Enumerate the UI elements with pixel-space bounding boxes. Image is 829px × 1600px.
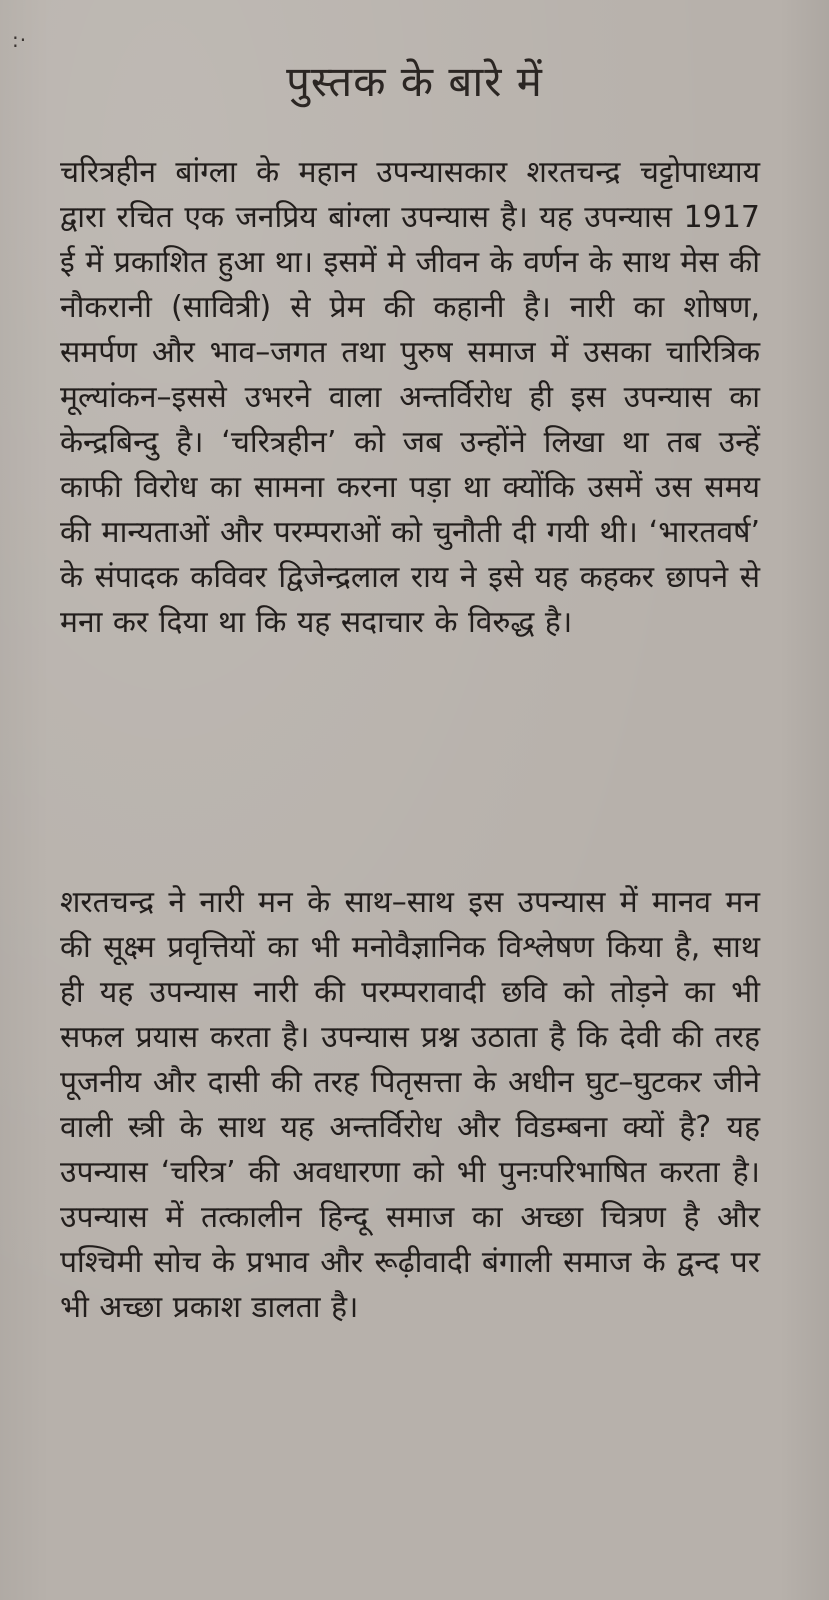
paragraph-intro: चरित्रहीन बांग्ला के महान उपन्यासकार शरतचन्द्र चट्टोपाध्याय द्वारा रचित एक जनप्रिय बांग्ला उपन्यास है। यह उपन्यास 1917 ई में प्रकाशित हुआ था। इसमें मे जीवन के वर्णन के साथ मेस की नौकरानी (सावित्री) से प्रेम की कहानी है। नारी का शोषण, समर्पण और भाव–जगत तथा पुरुष समाज में उसका चारित्रिक मूल्यांकन–इससे उभरने वाला अन्तर्विरोध ही इस उपन्यास का केन्द्रबिन्दु है। ‘चरित्रहीन’ को जब उन्होंने लिखा था तब उन्हें काफी विरोध का सामना करना पड़ा था क्योंकि उसमें उस समय की मान्यताओं और परम्पराओं को चुनौती दी गयी थी। ‘भारतवर्ष’ के संपादक कविवर द्विजेन्द्रलाल राय ने इसे यह कहकर छापने से मना कर दिया था कि यह सदाचार के विरुद्ध है। [60, 155, 760, 640]
corner-mark: :· [12, 28, 28, 52]
page-title: पुस्तक के बारे में [286, 57, 543, 107]
paragraph-analysis: शरतचन्द्र ने नारी मन के साथ–साथ इस उपन्यास में मानव मन की सूक्ष्म प्रवृत्तियों का भी मनोवैज्ञानिक विश्लेषण किया है, साथ ही यह उपन्यास नारी की परम्परावादी छवि को तोड़ने का भी सफल प्रयास करता है। उपन्यास प्रश्न उठाता है कि देवी की तरह पूजनीय और दासी की तरह पितृसत्ता के अधीन घुट–घुटकर जीने वाली स्त्री के साथ यह अन्तर्विरोध और विडम्बना क्यों है? यह उपन्यास ‘चरित्र’ की अवधारणा को भी पुनःपरिभाषित करता है। उपन्यास में तत्कालीन हिन्दू समाज का अच्छा चित्रण है और पश्चिमी सोच के प्रभाव और रूढ़ीवादी बंगाली समाज के द्वन्द पर भी अच्छा प्रकाश डालता है। [60, 885, 760, 1325]
